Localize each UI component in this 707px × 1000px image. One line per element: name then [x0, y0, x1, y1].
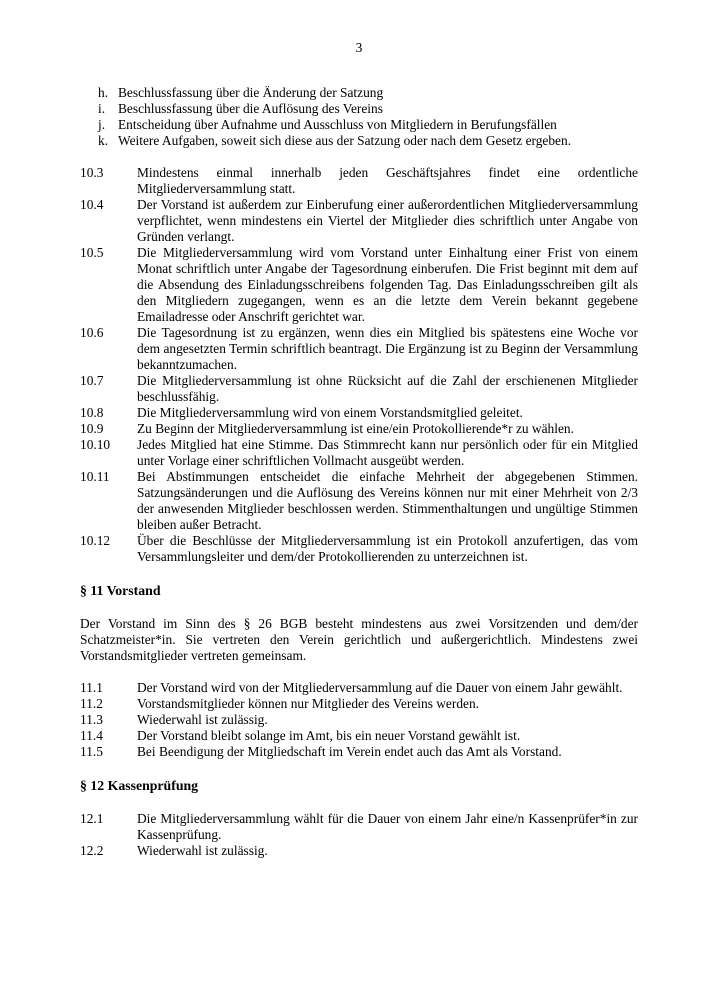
clause-row [80, 197, 638, 245]
list-item [98, 133, 638, 149]
clause-number: 10.12 [80, 533, 111, 548]
clause-number: 12.1 [80, 811, 104, 826]
clause-number: 11.5 [80, 744, 103, 759]
clause-text: Die Tagesordnung ist zu ergänzen, wenn dies ein Mitglied bis spätestens eine Woche vor dem angesetzten Termin schriftlich beantragt. Die Ergänzung ist zu Beginn der Versammlung bekanntzumachen. [137, 325, 638, 372]
clause-number: 10.8 [80, 405, 104, 420]
list-item [98, 101, 638, 117]
clause-text: Zu Beginn der Mitgliederversammlung ist eine/ein Protokollierende*r zu wählen. [137, 421, 574, 436]
clause-text: Der Vorstand wird von der Mitgliederversammlung auf die Dauer von einem Jahr gewählt. [137, 680, 623, 695]
clause-text: Bei Abstimmungen entscheidet die einfache Mehrheit der abgegebenen Stimmen. Satzungsänderungen und die Auflösung des Vereins können nur mit einer Mehrheit von 2/3 der anwesenden Mitglieder beschlossen werden. Stimmenthaltungen und ungültige Stimmen bleiben außer Betracht. [137, 469, 638, 532]
clause-row [80, 811, 638, 843]
clause-text: Der Vorstand bleibt solange im Amt, bis ein neuer Vorstand gewählt ist. [137, 728, 521, 743]
agenda-letter-list [98, 85, 638, 149]
list-item-text: Entscheidung über Aufnahme und Ausschluss von Mitgliedern in Berufungsfällen [118, 117, 557, 132]
clause-number: 11.3 [80, 712, 103, 727]
section-12-clause-list [80, 811, 638, 859]
clause-number: 10.5 [80, 245, 104, 260]
clause-row [80, 696, 638, 712]
list-item-marker: h. [98, 85, 109, 100]
clause-row [80, 245, 638, 325]
clause-number: 11.4 [80, 728, 103, 743]
clause-number: 11.1 [80, 680, 103, 695]
clause-text: Wiederwahl ist zulässig. [137, 712, 268, 727]
list-item-text: Weitere Aufgaben, soweit sich diese aus der Satzung oder nach dem Gesetz ergeben. [118, 133, 572, 148]
clause-row [80, 680, 638, 696]
clause-text: Der Vorstand ist außerdem zur Einberufung einer außerordentlichen Mitgliederversammlung verpflichtet, wenn mindestens ein Viertel der Mitglieder dies schriftlich unter Angabe von Gründen verlangt. [137, 197, 638, 244]
list-item-marker: i. [98, 101, 106, 116]
clause-number: 11.2 [80, 696, 103, 711]
clause-text: Mindestens einmal innerhalb jeden Geschäftsjahres findet eine ordentliche Mitgliederversammlung statt. [137, 165, 638, 196]
section-11-clause-list [80, 680, 638, 760]
clause-text: Die Mitgliederversammlung wird vom Vorstand unter Einhaltung einer Frist von einem Monat schriftlich unter Angabe der Tagesordnung einberufen. Die Frist beginnt mit dem auf die Absendung des Einladungsschreibens folgenden Tag. Das Einladungsschreiben gilt als den Mitgliedern zugegangen, wenn es an die letzte dem Verein bekannt gegebene Emailadresse oder Anschrift gerichtet war. [137, 245, 638, 324]
clause-text: Die Mitgliederversammlung wählt für die Dauer von einem Jahr eine/n Kassenprüfer*in zur Kassenprüfung. [137, 811, 638, 842]
clause-row [80, 533, 638, 565]
list-item-text: Beschlussfassung über die Änderung der Satzung [118, 85, 384, 100]
clause-text: Jedes Mitglied hat eine Stimme. Das Stimmrecht kann nur persönlich oder für ein Mitglied unter Vorlage einer schriftlichen Vollmacht ausgeübt werden. [137, 437, 638, 468]
clause-number: 12.2 [80, 843, 104, 858]
section-10-clause-list [80, 165, 638, 565]
clause-row [80, 437, 638, 469]
clause-row [80, 712, 638, 728]
clause-row [80, 728, 638, 744]
page-number: 3 [355, 40, 363, 55]
clause-number: 10.9 [80, 421, 104, 436]
clause-row [80, 744, 638, 760]
list-item [98, 117, 638, 133]
clause-text: Wiederwahl ist zulässig. [137, 843, 268, 858]
clause-text: Die Mitgliederversammlung wird von einem Vorstandsmitglied geleitet. [137, 405, 523, 420]
list-item [98, 85, 638, 101]
clause-row [80, 405, 638, 421]
clause-row [80, 325, 638, 373]
clause-row [80, 421, 638, 437]
clause-row [80, 469, 638, 533]
clause-number: 10.4 [80, 197, 104, 212]
clause-number: 10.6 [80, 325, 104, 340]
list-item-marker: k. [98, 133, 109, 148]
clause-text: Bei Beendigung der Mitgliedschaft im Verein endet auch das Amt als Vorstand. [137, 744, 562, 759]
clause-number: 10.7 [80, 373, 104, 388]
section-heading-12: § 12 Kassenprüfung [80, 778, 199, 793]
section-11-intro-paragraph: Der Vorstand im Sinn des § 26 BGB besteht mindestens aus zwei Vorsitzenden und dem/der Schatzmeister*in. Sie vertreten den Verein gerichtlich und außergerichtlich. Mindestens zwei Vorstandsmitglieder vertreten gemeinsam. [80, 616, 638, 663]
clause-row [80, 373, 638, 405]
clause-number: 10.3 [80, 165, 104, 180]
clause-text: Über die Beschlüsse der Mitgliederversammlung ist ein Protokoll anzufertigen, das vom Versammlungsleiter und dem/der Protokollierenden zu unterzeichnen ist. [137, 533, 638, 564]
clause-row [80, 843, 638, 859]
list-item-marker: j. [98, 117, 106, 132]
clause-row [80, 165, 638, 197]
clause-text: Vorstandsmitglieder können nur Mitglieder des Vereins werden. [137, 696, 480, 711]
list-item-text: Beschlussfassung über die Auflösung des Vereins [118, 101, 383, 116]
clause-number: 10.10 [80, 437, 111, 452]
clause-text: Die Mitgliederversammlung ist ohne Rücksicht auf die Zahl der erschienenen Mitglieder beschlussfähig. [137, 373, 638, 404]
clause-number: 10.11 [80, 469, 110, 484]
section-heading-11: § 11 Vorstand [80, 583, 161, 598]
